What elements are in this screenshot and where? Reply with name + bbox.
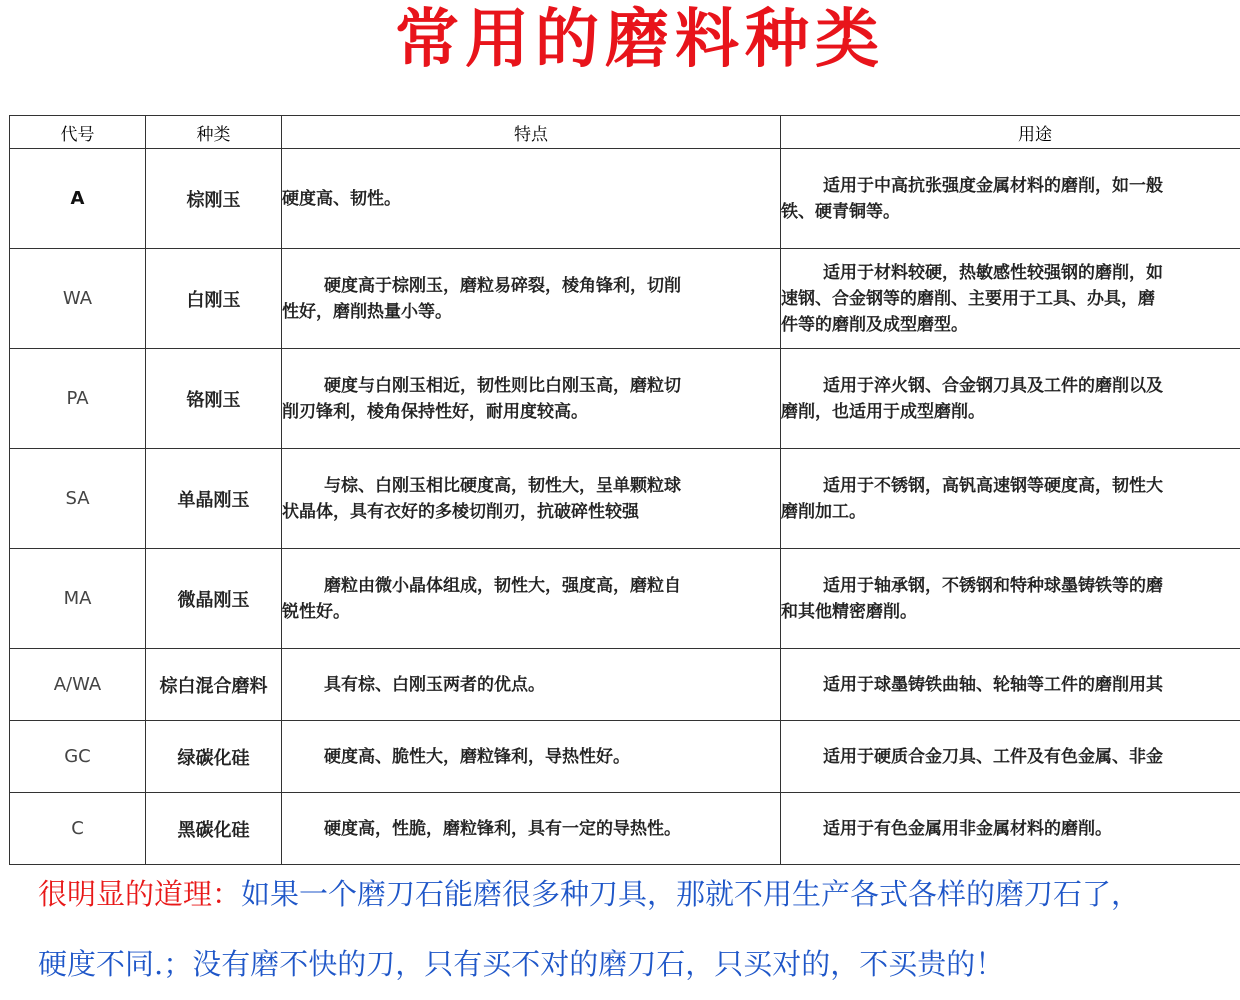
table-row bbox=[10, 649, 1240, 721]
feature-cell bbox=[282, 149, 781, 249]
code-cell: SA bbox=[10, 449, 146, 549]
header-feature: 特点 bbox=[282, 116, 781, 149]
use-cell bbox=[781, 793, 1240, 865]
kind-cell: 微晶刚玉 bbox=[146, 549, 282, 649]
feature-cell bbox=[282, 649, 781, 721]
feature-line: 硬度与白刚玉相近，韧性则比白刚玉高，磨粒切 bbox=[324, 375, 681, 396]
kind-cell: 绿碳化硅 bbox=[146, 721, 282, 793]
kind-cell: 棕刚玉 bbox=[146, 149, 282, 249]
use-line: 适用于不锈钢，高钒高速钢等硬度高，韧性大 bbox=[823, 475, 1163, 496]
code-cell: A bbox=[10, 149, 146, 249]
use-cell bbox=[781, 721, 1240, 793]
feature-line: 削刃锋利，棱角保持性好，耐用度较高。 bbox=[282, 401, 588, 422]
use-cell bbox=[781, 449, 1240, 549]
table-header-row bbox=[10, 116, 1240, 149]
feature-cell bbox=[282, 449, 781, 549]
feature-cell bbox=[282, 793, 781, 865]
use-line: 速钢、合金钢等的磨削、主要用于工具、办具，磨 bbox=[781, 288, 1155, 309]
use-cell bbox=[781, 549, 1240, 649]
feature-line: 硬度高，性脆，磨粒锋利，具有一定的导热性。 bbox=[324, 818, 681, 839]
table-row bbox=[10, 249, 1240, 349]
kind-cell: 棕白混合磨料 bbox=[146, 649, 282, 721]
table-row bbox=[10, 449, 1240, 549]
footer-label: 很明显的道理 bbox=[38, 877, 213, 911]
feature-cell bbox=[282, 721, 781, 793]
feature-line: 磨粒由微小晶体组成，韧性大，强度高，磨粒自 bbox=[324, 575, 681, 596]
use-line: 适用于硬质合金刀具、工件及有色金属、非金 bbox=[823, 746, 1163, 767]
code-cell: PA bbox=[10, 349, 146, 449]
use-line: 适用于中高抗张强度金属材料的磨削，如一般 bbox=[823, 175, 1163, 196]
kind-cell: 白刚玉 bbox=[146, 249, 282, 349]
code-cell: GC bbox=[10, 721, 146, 793]
use-line: 和其他精密磨削。 bbox=[781, 601, 917, 622]
use-line: 适用于球墨铸铁曲轴、轮轴等工件的磨削用其 bbox=[823, 674, 1163, 695]
table-row bbox=[10, 793, 1240, 865]
feature-line: 硬度高、韧性。 bbox=[282, 188, 401, 209]
use-cell bbox=[781, 649, 1240, 721]
use-line: 磨削，也适用于成型磨削。 bbox=[781, 401, 985, 422]
header-code: 代号 bbox=[10, 116, 146, 149]
use-line: 适用于材料较硬，热敏感性较强钢的磨削，如 bbox=[823, 262, 1163, 283]
feature-line: 状晶体，具有衣好的多棱切削刃，抗破碎性较强 bbox=[282, 501, 639, 522]
feature-line: 性好，磨削热量小等。 bbox=[282, 301, 452, 322]
use-cell bbox=[781, 349, 1240, 449]
feature-cell bbox=[282, 349, 781, 449]
code-cell: MA bbox=[10, 549, 146, 649]
table-row bbox=[10, 549, 1240, 649]
feature-line: 具有棕、白刚玉两者的优点。 bbox=[324, 674, 545, 695]
footer-line-1 bbox=[38, 872, 1140, 913]
use-line: 适用于有色金属用非金属材料的磨削。 bbox=[823, 818, 1112, 839]
use-line: 磨削加工。 bbox=[781, 501, 866, 522]
footer-colon: ： bbox=[212, 877, 242, 911]
code-cell: A/WA bbox=[10, 649, 146, 721]
kind-cell: 铬刚玉 bbox=[146, 349, 282, 449]
use-line: 件等的磨削及成型磨型。 bbox=[781, 314, 968, 335]
header-kind: 种类 bbox=[146, 116, 282, 149]
use-line: 适用于轴承钢，不锈钢和特种球墨铸铁等的磨 bbox=[823, 575, 1163, 596]
page-title: 常用的磨料种类 bbox=[395, 3, 885, 77]
feature-line: 与棕、白刚玉相比硬度高，韧性大，呈单颗粒球 bbox=[324, 475, 681, 496]
abrasive-table bbox=[9, 115, 1240, 865]
footer-line-2: 硬度不同.；没有磨不快的刀，只有买不对的磨刀石，只买对的，不买贵的！ bbox=[38, 947, 1005, 981]
kind-cell: 单晶刚玉 bbox=[146, 449, 282, 549]
header-use: 用途 bbox=[781, 116, 1240, 149]
feature-line: 硬度高于棕刚玉，磨粒易碎裂，棱角锋利，切削 bbox=[324, 275, 681, 296]
table-row bbox=[10, 721, 1240, 793]
use-cell bbox=[781, 149, 1240, 249]
feature-line: 锐性好。 bbox=[282, 601, 350, 622]
use-cell bbox=[781, 249, 1240, 349]
use-line: 铁、硬青铜等。 bbox=[781, 201, 900, 222]
feature-line: 硬度高、脆性大，磨粒锋利，导热性好。 bbox=[324, 746, 630, 767]
footer-text-1: 如果一个磨刀石能磨很多种刀具，那就不用生产各式各样的磨刀石了， bbox=[241, 877, 1141, 911]
feature-cell bbox=[282, 249, 781, 349]
table-row bbox=[10, 349, 1240, 449]
code-cell: WA bbox=[10, 249, 146, 349]
table-row bbox=[10, 149, 1240, 249]
feature-cell bbox=[282, 549, 781, 649]
use-line: 适用于淬火钢、合金钢刀具及工件的磨削以及 bbox=[823, 375, 1163, 396]
code-cell: C bbox=[10, 793, 146, 865]
kind-cell: 黑碳化硅 bbox=[146, 793, 282, 865]
